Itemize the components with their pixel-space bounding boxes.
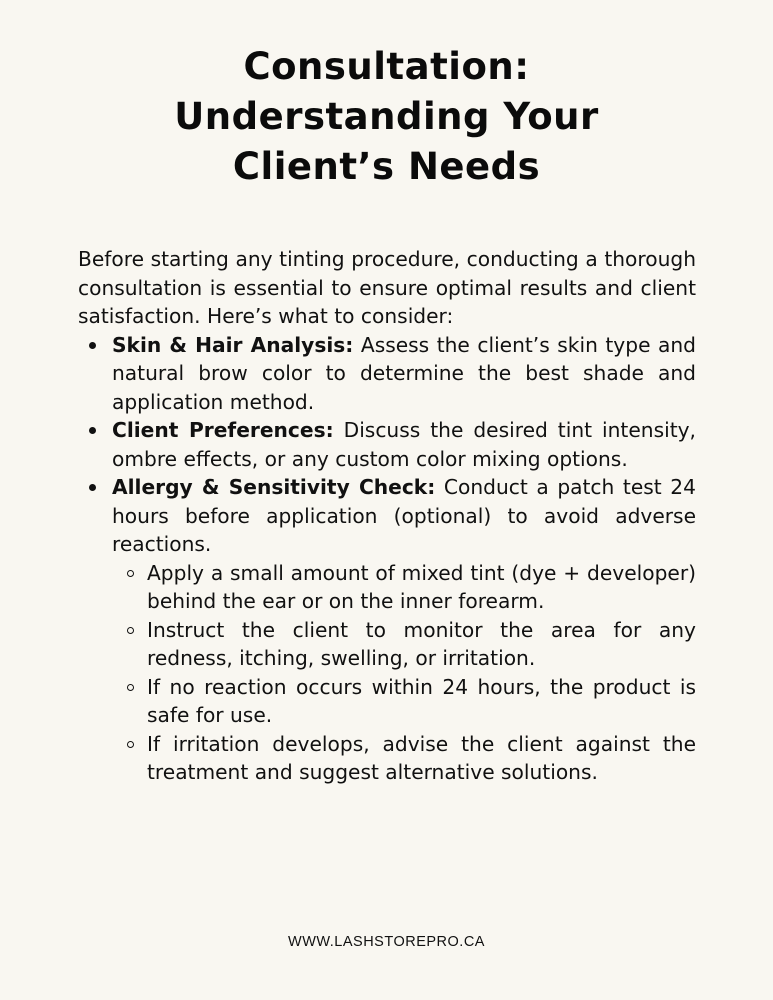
- list-item-client-preferences: [78, 416, 696, 473]
- page-title: [60, 42, 713, 192]
- sub-item: Instruct the client to monitor the area for any redness, itching, swelling, or irritation.: [112, 616, 696, 673]
- title-line-2: Understanding Your: [174, 95, 599, 138]
- item-heading: Client Preferences:: [112, 418, 334, 442]
- sub-item: If irritation develops, advise the client against the treatment and suggest alternative solutions.: [112, 730, 696, 787]
- item-text: Assess the client’s skin type and natural brow color to determine the best shade and application method.: [112, 332, 696, 414]
- sub-item: Apply a small amount of mixed tint (dye + developer) behind the ear or on the inner forearm.: [112, 559, 696, 616]
- patch-test-steps: [112, 559, 696, 787]
- intro-paragraph: Before starting any tinting procedure, conducting a thorough consultation is essential to ensure optimal results and client satisfaction. Here’s what to consider:: [78, 247, 696, 328]
- sub-item: If no reaction occurs within 24 hours, the product is safe for use.: [112, 673, 696, 730]
- title-line-1: Consultation:: [243, 45, 530, 88]
- list-item-skin-hair-analysis: [78, 331, 696, 417]
- body-content: [78, 245, 696, 787]
- list-item-allergy-sensitivity-check: [78, 473, 696, 787]
- item-heading: Skin & Hair Analysis:: [112, 332, 354, 357]
- item-text: Conduct a patch test 24 hours before application (optional) to avoid adverse reactions.: [112, 475, 696, 556]
- item-heading: Allergy & Sensitivity Check:: [112, 475, 436, 499]
- footer-website: WWW.LASHSTOREPRO.CA: [288, 934, 485, 950]
- title-line-3: Client’s Needs: [232, 145, 541, 188]
- item-text: Discuss the desired tint intensity, ombre effects, or any custom color mixing options.: [112, 418, 696, 471]
- consideration-list: [78, 331, 696, 787]
